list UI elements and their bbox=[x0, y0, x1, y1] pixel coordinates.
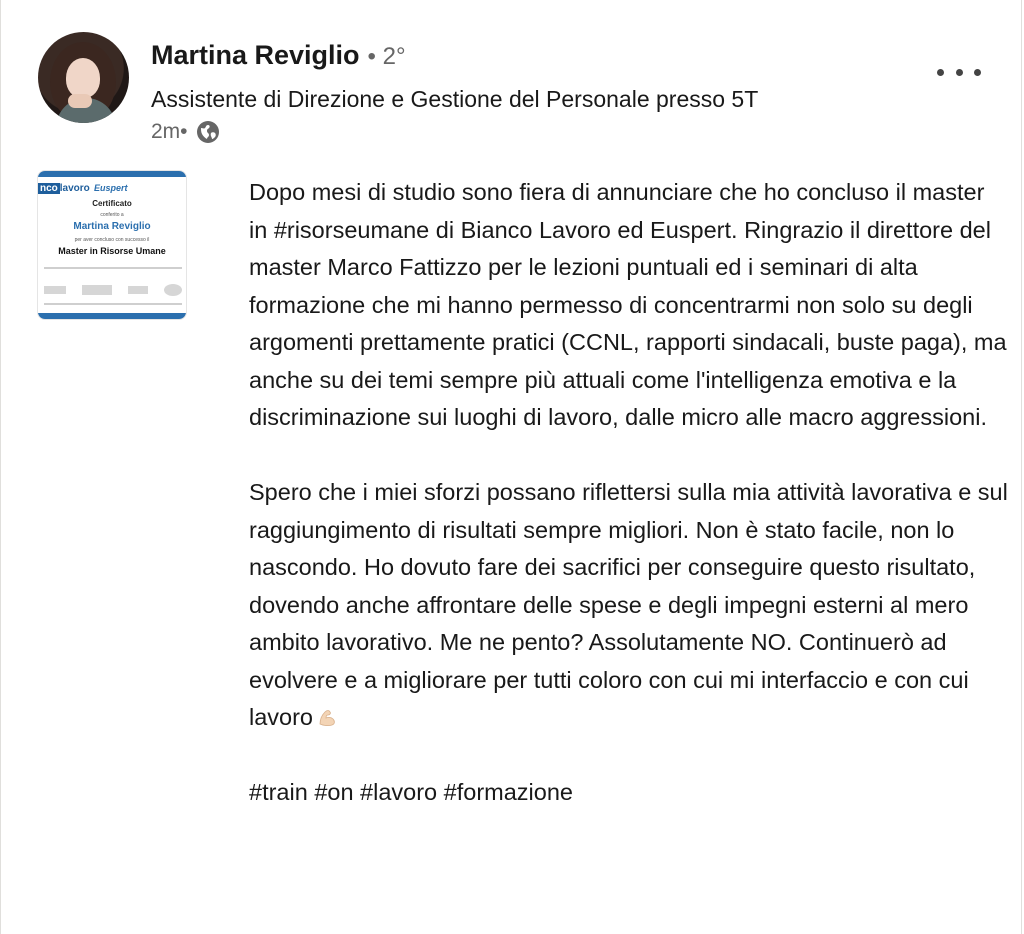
certificate-logos bbox=[44, 283, 182, 297]
certificate-top-bar bbox=[38, 171, 186, 177]
more-dot bbox=[937, 69, 944, 76]
post-paragraph: Spero che i miei sforzi possano riflettersi sulla mia attività lavorativa e sul raggiungimento di risultati sempre migliori. Non è stato facile, non lo nascondo. Ho dovuto fare dei sacrifici per conseguire questo risultato, dovendo anche affrontare delle spese e degli impegni esterni al mero ambito lavorativo. Me ne pento? Assolutamente NO. Continuerò ad evolvere e a migliorare per tutti coloro con cui mi interfaccio e con cui lavoro bbox=[249, 479, 1008, 730]
bianco-lavoro-logo: nco lavoro bbox=[40, 183, 90, 194]
author-name[interactable]: Martina Reviglio bbox=[151, 40, 360, 70]
certificate-course: Master in Risorse Umane bbox=[58, 246, 166, 256]
certificate-title: Certificato bbox=[92, 199, 132, 208]
certificate-fine-print bbox=[44, 303, 182, 305]
post-paragraph: Dopo mesi di studio sono fiera di annunciare che ho concluso il master in #risorseumane di Bianco Lavoro ed Euspert. Ringrazio il direttore del master Marco Fattizzo per le lezioni puntuali ed i seminari di alta formazione che mi hanno permesso di concentrarmi non solo su degli argomenti prettamente pratici (CCNL, rapporti sindacali, buste paga), ma anche su dei temi sempre più attuali come l'intelligenza emotiva e la discriminazione sui luoghi di lavoro, dalle micro alle macro aggressioni. bbox=[249, 179, 1007, 430]
more-dot bbox=[974, 69, 981, 76]
post-text bbox=[249, 174, 1009, 812]
euspert-logo: Euspert bbox=[94, 183, 128, 193]
avatar-face bbox=[66, 58, 100, 98]
author-headline: Assistente di Direzione e Gestione del Personale presso 5T bbox=[151, 86, 759, 112]
more-dot bbox=[956, 69, 963, 76]
certificate-bottom-bar bbox=[38, 313, 186, 319]
connection-degree: • 2° bbox=[367, 43, 406, 70]
globe-icon bbox=[196, 120, 220, 144]
certificate-fine-print bbox=[44, 267, 182, 269]
certificate-recipient: Martina Reviglio bbox=[73, 221, 151, 232]
flexed-biceps-icon bbox=[317, 708, 339, 728]
more-options-button[interactable] bbox=[937, 60, 981, 84]
certificate-thumbnail[interactable] bbox=[37, 170, 187, 320]
author-row bbox=[151, 40, 406, 71]
post-meta bbox=[151, 120, 220, 144]
certificate-completed: per aver concluso con successo il bbox=[74, 237, 150, 243]
avatar[interactable] bbox=[38, 32, 129, 123]
certificate-conferred: conferito a bbox=[100, 212, 124, 218]
avatar-hand bbox=[68, 94, 92, 108]
post-hashtags[interactable]: #train #on #lavoro #formazione bbox=[249, 779, 573, 805]
post-time: 2m• bbox=[151, 120, 188, 143]
